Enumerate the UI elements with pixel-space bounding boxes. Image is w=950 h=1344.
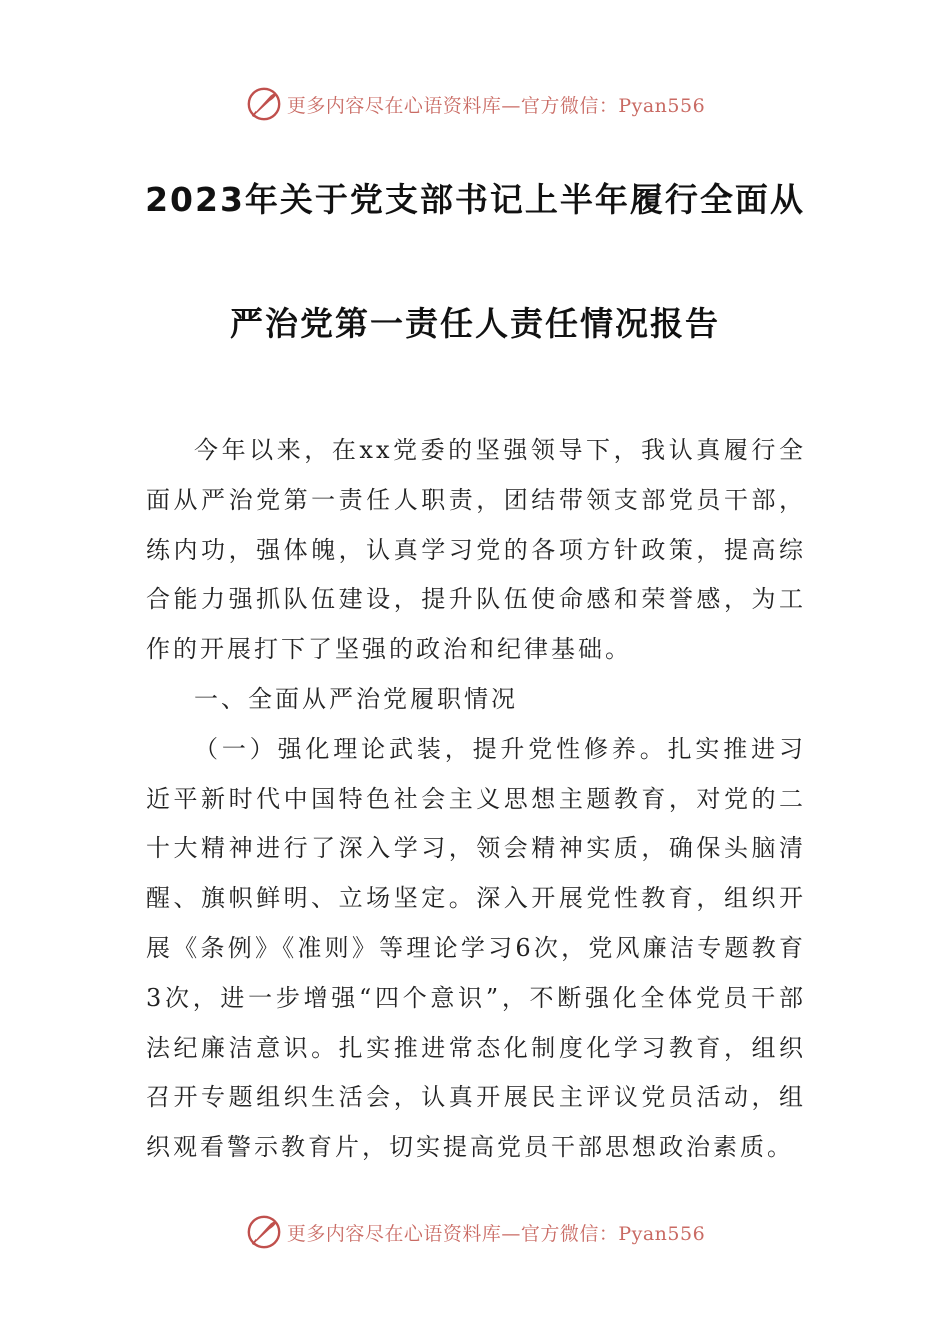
paragraph-section-1-1: （一）强化理论武装，提升党性修养。扎实推进习近平新时代中国特色社会主义思想主题教育，对党的二十大精神进行了深入学习，领会精神实质，确保头脑清醒、旗帜鲜明、立场坚定。深入开展党性教育，组织开展《条例》《准则》等理论学习6次，党风廉洁专题教育3次，进一步增强“四个意识”，不断强化全体党员干部法纪廉洁意识。扎实推进常态化制度化学习教育，组织召开专题组织生活会，认真开展民主评议党员活动，组织观看警示教育片，切实提高党员干部思想政治素质。 <box>146 734 806 1162</box>
paragraph-intro: 今年以来，在xx党委的坚强领导下，我认真履行全面从严治党第一责任人职责，团结带领支部党员干部，练内功，强体魄，认真学习党的各项方针政策，提高综合能力强抓队伍建设，提升队伍使命感和荣誉感，为工作的开展打下了坚强的政治和纪律基础。 <box>146 436 806 664</box>
watermark-header <box>0 84 950 124</box>
document-title-line-1: 2023年关于党支部书记上半年履行全面从 <box>145 180 805 219</box>
quill-logo-icon <box>245 1213 283 1251</box>
document-body <box>146 426 806 1173</box>
watermark-footer <box>0 1212 950 1252</box>
section-heading-1: 一、全面从严治党履职情况 <box>194 684 518 713</box>
quill-logo-icon <box>245 85 283 123</box>
watermark-text: 更多内容尽在心语资料库—官方微信：Pyan556 <box>286 94 706 117</box>
document-title-line-2: 严治党第一责任人责任情况报告 <box>230 304 720 343</box>
watermark-text: 更多内容尽在心语资料库—官方微信：Pyan556 <box>286 1222 706 1245</box>
